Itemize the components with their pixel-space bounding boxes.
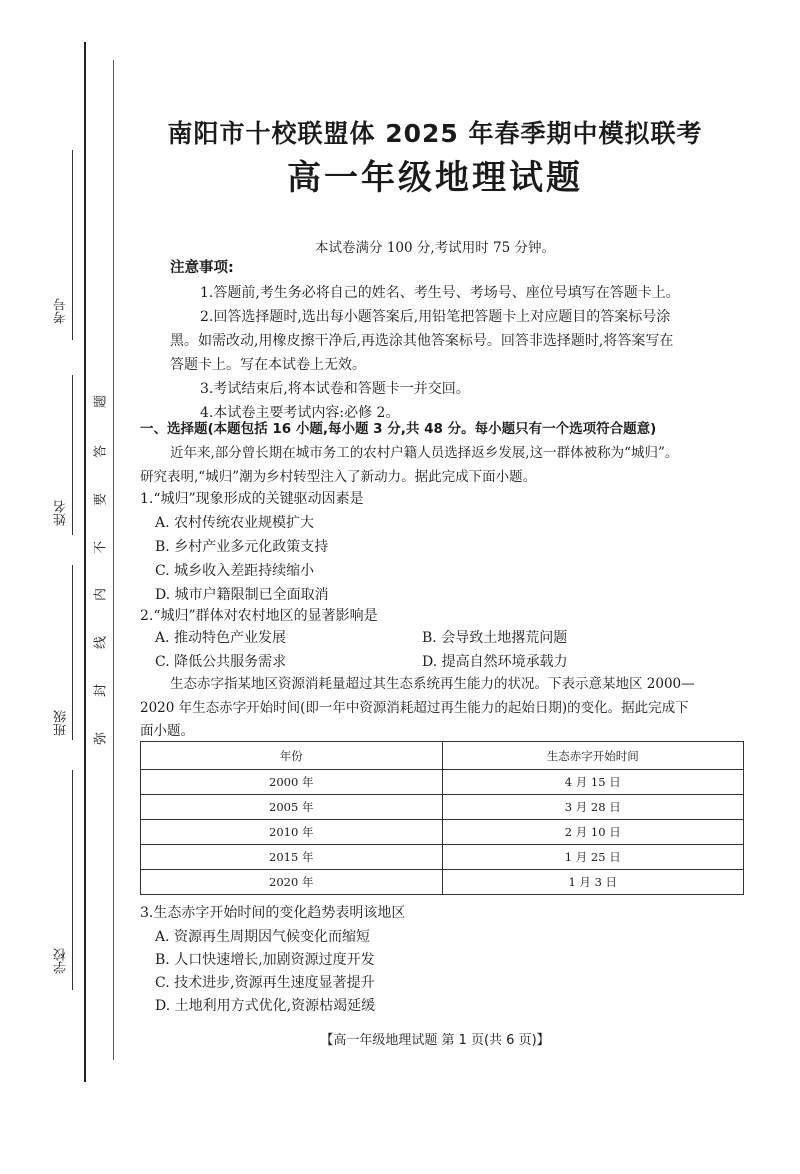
table-row [141, 870, 744, 895]
class-blank[interactable] [72, 565, 73, 740]
table-header-row [141, 742, 744, 770]
table-cell-date: 4 月 15 日 [442, 770, 744, 795]
seal-warning-char: 弥 [93, 732, 109, 746]
option[interactable]: B. 会导致土地撂荒问题 [422, 630, 568, 646]
side-label-school: 学校 [54, 948, 69, 974]
passage-line: 2020 年生态赤字开始时间(即一年中资源消耗超过再生能力的起始日期)的变化。据此完成下 [140, 700, 689, 716]
option[interactable]: D. 土地利用方式优化,资源枯竭延缓 [155, 998, 376, 1014]
option[interactable]: A. 资源再生周期因气候变化而缩短 [155, 929, 371, 945]
option[interactable]: A. 推动特色产业发展 [155, 630, 287, 646]
notice-item: 黑。如需改动,用橡皮擦干净后,再选涂其他答案标号。回答非选择题时,将答案写在 [170, 333, 674, 349]
table-header-date: 生态赤字开始时间 [442, 742, 744, 770]
section-heading: 一、选择题(本题包括 16 小题,每小题 3 分,共 48 分。每小题只有一个选项符合题意) [140, 421, 657, 437]
question-stem: 2.“城归”群体对农村地区的显著影响是 [140, 608, 378, 624]
passage-line: 研究表明,“城归”潮为乡村转型注入了新动力。据此完成下面小题。 [140, 469, 537, 485]
binding-line [84, 42, 86, 1082]
option[interactable]: B. 乡村产业多元化政策支持 [155, 539, 329, 555]
table-row [141, 770, 744, 795]
table-cell-year: 2010 年 [141, 820, 443, 845]
question-stem: 1.“城归”现象形成的关键驱动因素是 [140, 491, 364, 507]
exam-title: 南阳市十校联盟体 2025 年春季期中模拟联考 [167, 119, 703, 148]
table-cell-date: 2 月 10 日 [442, 820, 744, 845]
side-label-class: 班级 [54, 710, 69, 736]
option[interactable]: D. 城市户籍限制已全面取消 [155, 587, 329, 603]
table-row [141, 845, 744, 870]
table-cell-date: 3 月 28 日 [442, 795, 744, 820]
table-cell-date: 1 月 25 日 [442, 845, 744, 870]
notice-heading: 注意事项: [170, 260, 234, 276]
option[interactable]: D. 提高自然环境承载力 [422, 654, 568, 670]
option[interactable]: A. 农村传统农业规模扩大 [155, 515, 315, 531]
table-cell-date: 1 月 3 日 [442, 870, 744, 895]
question-stem: 3.生态赤字开始时间的变化趋势表明该地区 [140, 905, 406, 921]
seal-warning-char: 线 [93, 636, 109, 650]
notice-item: 1.答题前,考生务必将自己的姓名、考生号、考场号、座位号填写在答题卡上。 [200, 285, 680, 301]
exam-number-blank[interactable] [72, 150, 73, 340]
notice-item: 4.本试卷主要考试内容:必修 2。 [200, 405, 400, 421]
option[interactable]: C. 城乡收入差距持续缩小 [155, 563, 315, 579]
notice-item: 2.回答选择题时,选出每小题答案后,用铅笔把答题卡上对应题目的答案标号涂 [200, 309, 671, 325]
table-cell-year: 2020 年 [141, 870, 443, 895]
passage-line: 生态赤字指某地区资源消耗量超过其生态系统再生能力的状况。下表示意某地区 2000— [170, 676, 695, 692]
side-label-name: 姓名 [54, 500, 69, 526]
passage-line: 面小题。 [140, 723, 194, 739]
table-cell-year: 2005 年 [141, 795, 443, 820]
seal-warning-char: 内 [93, 588, 109, 602]
notice-item: 答题卡上。写在本试卷上无效。 [170, 357, 366, 373]
seal-line [113, 60, 114, 1060]
passage-line: 近年来,部分曾长期在城市务工的农村户籍人员选择返乡发展,这一群体被称为“城归”。 [170, 445, 679, 461]
page-footer: 【高一年级地理试题 第 1 页(共 6 页)】 [320, 1033, 550, 1048]
table-row [141, 795, 744, 820]
seal-warning-char: 要 [93, 493, 109, 507]
ecological-deficit-table [140, 741, 744, 895]
table-header-year: 年份 [141, 742, 443, 770]
side-label-exam-number: 考号 [54, 298, 69, 324]
option[interactable]: B. 人口快速增长,加剧资源过度开发 [155, 952, 375, 968]
seal-warning-char: 题 [93, 395, 109, 409]
option[interactable]: C. 技术进步,资源再生速度显著提升 [155, 975, 375, 991]
option[interactable]: C. 降低公共服务需求 [155, 654, 287, 670]
score-note: 本试卷满分 100 分,考试用时 75 分钟。 [315, 240, 555, 256]
seal-warning-char: 不 [93, 541, 109, 555]
notice-item: 3.考试结束后,将本试卷和答题卡一并交回。 [200, 381, 470, 397]
table-row [141, 820, 744, 845]
table-cell-year: 2000 年 [141, 770, 443, 795]
exam-subject-title: 高一年级地理试题 [287, 158, 583, 198]
seal-warning-char: 答 [93, 445, 109, 459]
school-blank[interactable] [72, 770, 73, 990]
name-blank[interactable] [72, 375, 73, 535]
seal-warning-char: 封 [93, 684, 109, 698]
table-cell-year: 2015 年 [141, 845, 443, 870]
